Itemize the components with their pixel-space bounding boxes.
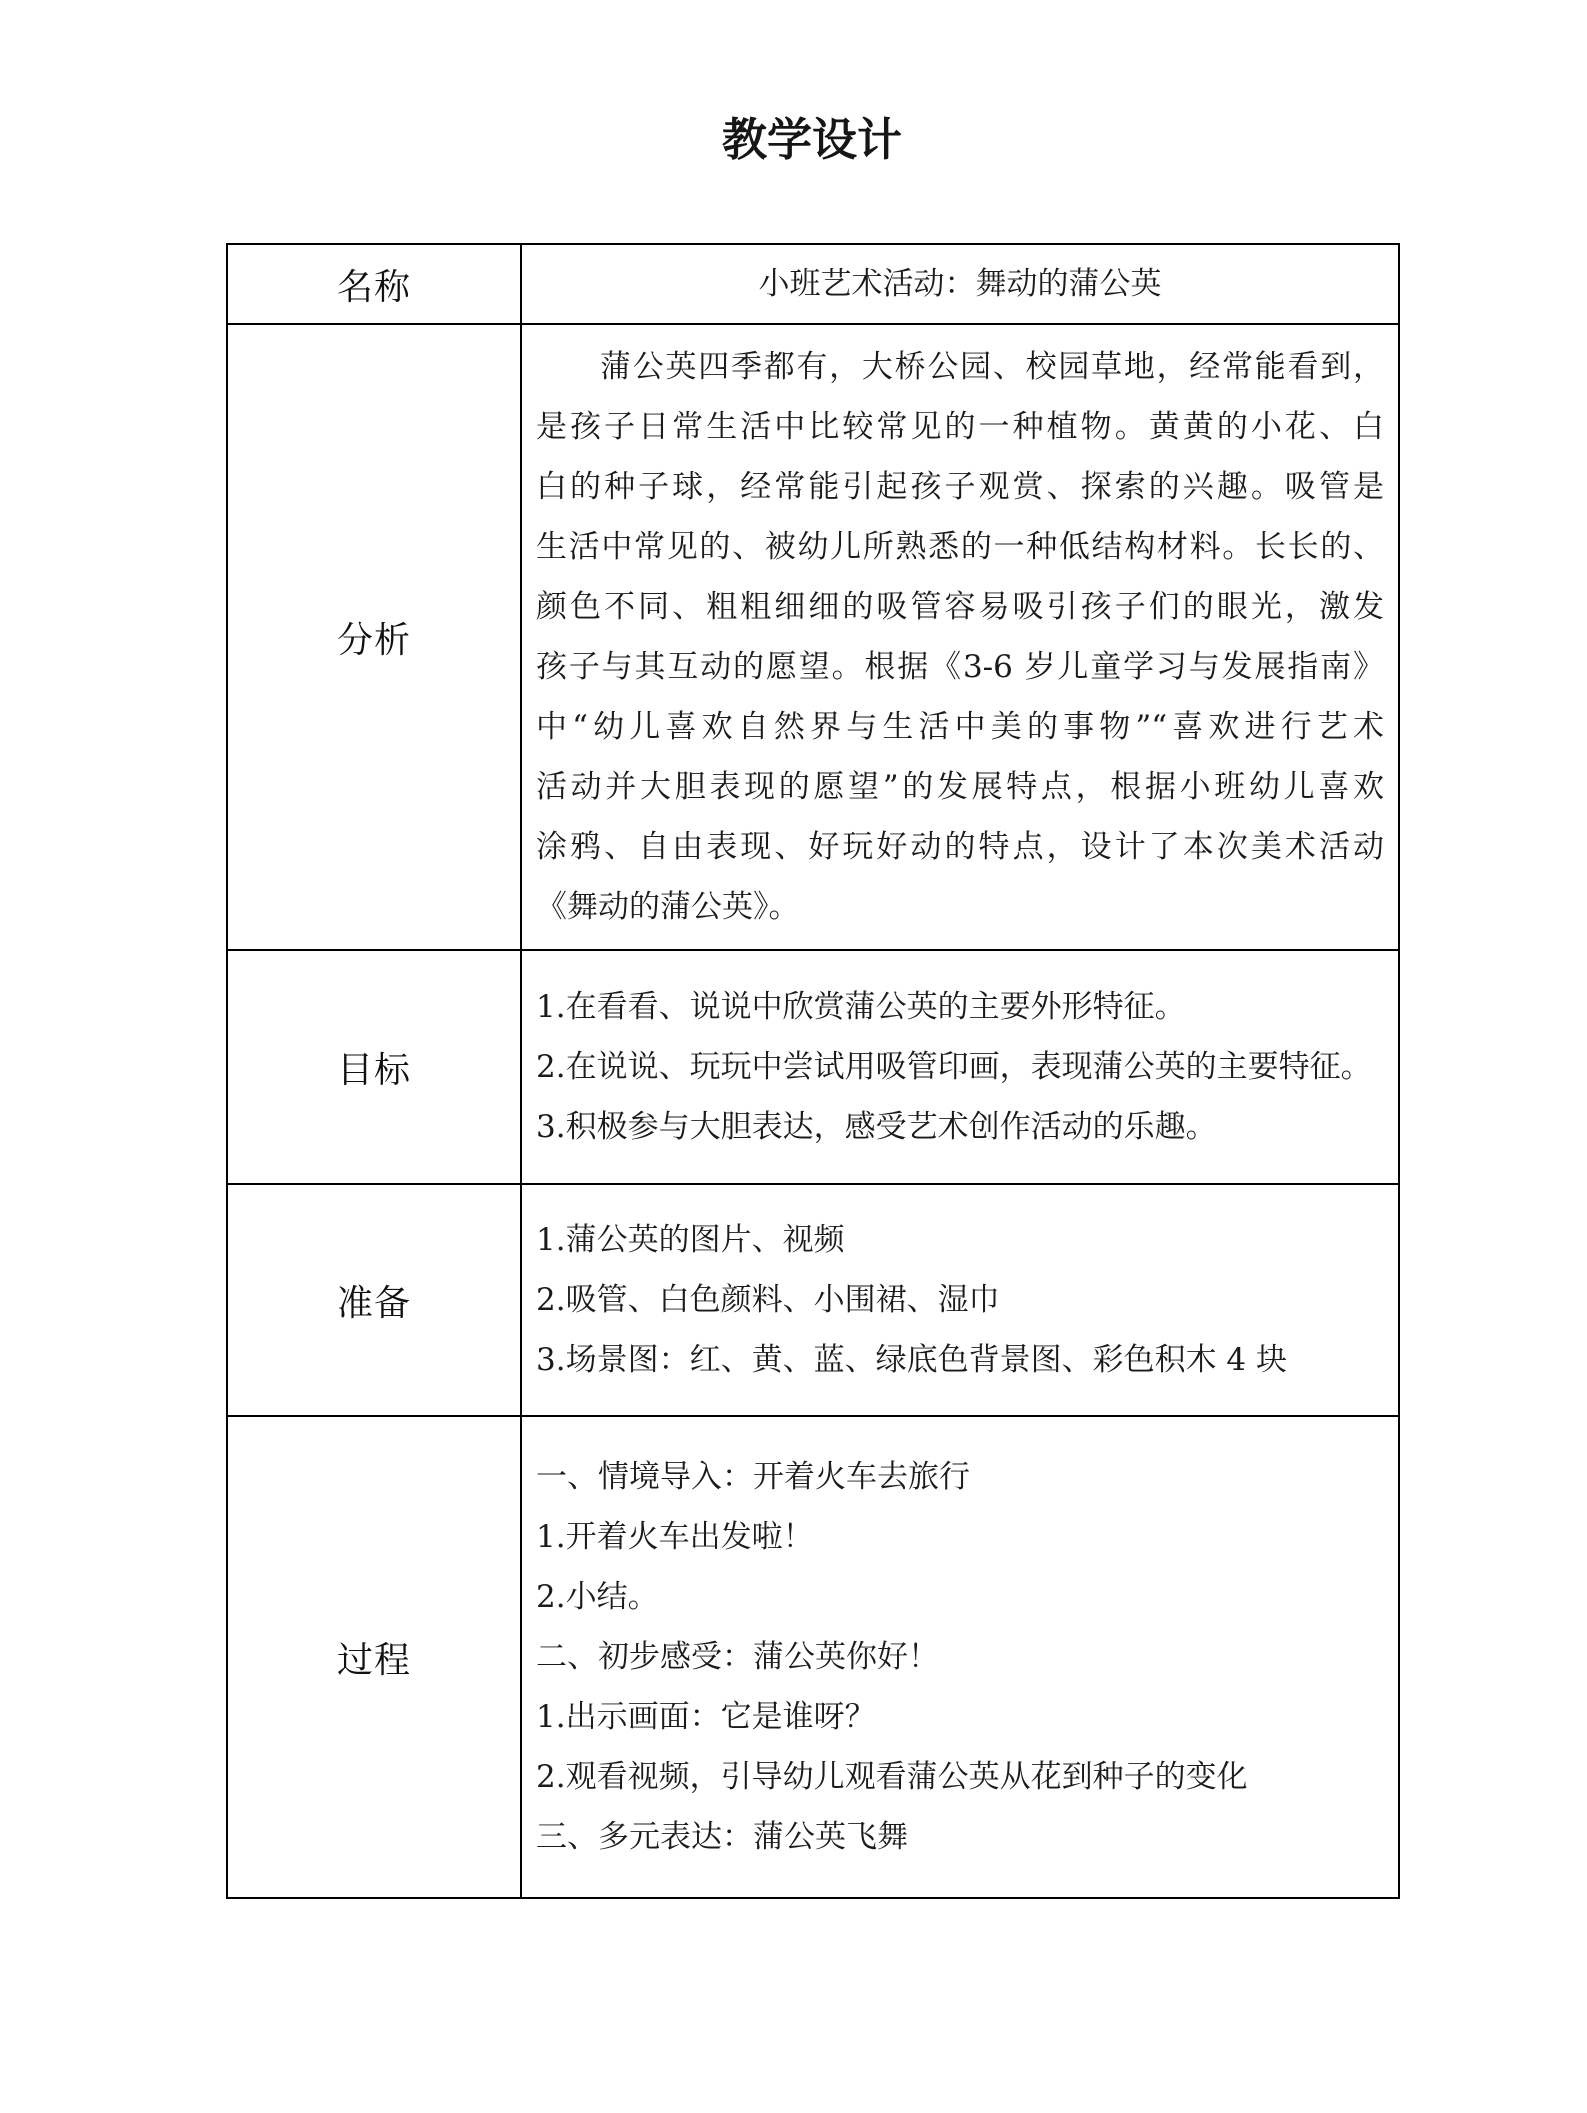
- table-row-analysis: [227, 324, 1399, 950]
- preparation-item: 2.吸管、白色颜料、小围裙、湿巾: [536, 1282, 1000, 1318]
- preparation-item: 3.场景图：红、黄、蓝、绿底色背景图、彩色积木 4 块: [536, 1342, 1288, 1378]
- process-item: 三、多元表达：蒲公英飞舞: [536, 1819, 908, 1855]
- analysis-line: 孩子与其互动的愿望。根据《3-6 岁儿童学习与发展指南》: [536, 649, 1384, 685]
- process-item: 一、情境导入：开着火车去旅行: [536, 1459, 970, 1495]
- row-label-preparation: 准备: [227, 1184, 521, 1416]
- table-row-process: [227, 1416, 1399, 1898]
- analysis-paragraph: [522, 325, 1398, 949]
- row-label-process: 过程: [227, 1416, 521, 1898]
- name-cell: [521, 244, 1399, 324]
- preparation-list: [522, 1185, 1398, 1415]
- process-list: [522, 1417, 1398, 1897]
- goals-cell: [521, 950, 1399, 1184]
- analysis-cell: [521, 324, 1399, 950]
- table-row-name: [227, 244, 1399, 324]
- analysis-line: 颜色不同、粗粗细细的吸管容易吸引孩子们的眼光，激发: [536, 589, 1384, 625]
- analysis-line: 生活中常见的、被幼儿所熟悉的一种低结构材料。长长的、: [536, 529, 1384, 565]
- process-item: 2.小结。: [536, 1579, 659, 1615]
- process-cell: [521, 1416, 1399, 1898]
- goal-item: 2.在说说、玩玩中尝试用吸管印画，表现蒲公英的主要特征。: [536, 1049, 1372, 1085]
- analysis-line: 《舞动的蒲公英》。: [536, 889, 800, 925]
- row-label-analysis: 分析: [227, 324, 521, 950]
- analysis-line: 中“幼儿喜欢自然界与生活中美的事物”“喜欢进行艺术: [536, 709, 1384, 745]
- goal-item: 3.积极参与大胆表达，感受艺术创作活动的乐趣。: [536, 1109, 1217, 1145]
- analysis-line: 涂鸦、自由表现、好玩好动的特点，设计了本次美术活动: [536, 829, 1384, 865]
- preparation-cell: [521, 1184, 1399, 1416]
- teaching-design-table: [226, 243, 1400, 1899]
- process-item: 1.出示画面：它是谁呀？: [536, 1699, 876, 1735]
- activity-name: 小班艺术活动：舞动的蒲公英: [758, 266, 1162, 302]
- analysis-line: 白的种子球，经常能引起孩子观赏、探索的兴趣。吸管是: [536, 469, 1384, 505]
- goals-list: [522, 951, 1398, 1183]
- analysis-line: 是孩子日常生活中比较常见的一种植物。黄黄的小花、白: [536, 409, 1384, 445]
- analysis-line: 活动并大胆表现的愿望”的发展特点，根据小班幼儿喜欢: [536, 769, 1384, 805]
- page-title: 教学设计: [721, 113, 902, 166]
- preparation-item: 1.蒲公英的图片、视频: [536, 1222, 845, 1258]
- goal-item: 1.在看看、说说中欣赏蒲公英的主要外形特征。: [536, 989, 1186, 1025]
- row-label-name: 名称: [227, 244, 521, 324]
- table-row-goals: [227, 950, 1399, 1184]
- process-item: 二、初步感受：蒲公英你好！: [536, 1639, 939, 1675]
- row-label-goals: 目标: [227, 950, 521, 1184]
- process-item: 2.观看视频，引导幼儿观看蒲公英从花到种子的变化: [536, 1759, 1248, 1795]
- analysis-line: 蒲公英四季都有，大桥公园、校园草地，经常能看到，: [600, 349, 1384, 385]
- process-item: 1.开着火车出发啦！: [536, 1519, 814, 1555]
- table-row-preparation: [227, 1184, 1399, 1416]
